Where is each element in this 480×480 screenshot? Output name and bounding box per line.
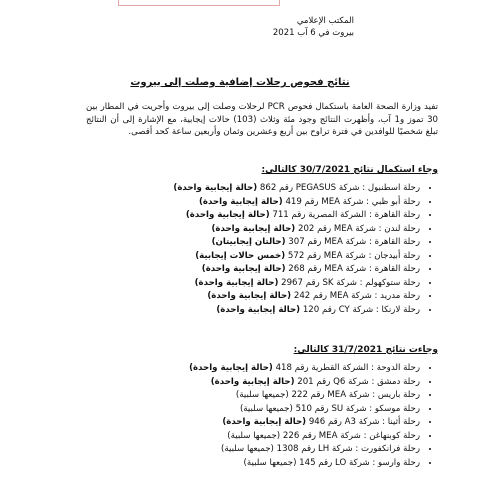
flight-item	[173, 290, 420, 304]
flight-item	[189, 376, 420, 390]
test-result: (حالة إيجابية واحدة)	[207, 291, 292, 301]
test-result: (حالة إيجابية واحدة)	[173, 183, 258, 193]
flight-description: رحلة باريس : شركة MEA رقم 222	[288, 390, 420, 400]
section2-list	[189, 362, 434, 470]
test-result: (جميعها سلبية)	[221, 444, 274, 454]
header-meta	[273, 15, 354, 39]
test-result: (حالة إيجابية واحدة)	[185, 210, 270, 220]
flight-item	[173, 236, 420, 250]
release-date: بيروت في 6 آب 2021	[272, 28, 354, 38]
test-result: (جميعها سلبية)	[239, 403, 293, 414]
flight-description: رحلة ستوكهولم : شركة SK رقم 2967	[278, 277, 420, 288]
test-result: (خمس حالات إيجابية)	[195, 250, 286, 261]
flight-item	[173, 223, 420, 237]
test-result: (حالة إيجابية واحدة)	[198, 196, 283, 207]
test-result: (جميعها سلبية)	[235, 390, 289, 400]
test-result: (حالة إيجابية واحدة)	[194, 277, 279, 288]
test-result: (حالة إيجابية واحدة)	[216, 304, 301, 315]
flight-description: رحلة مدريد : شركة MEA رقم 242	[291, 291, 420, 301]
flight-description: رحلة كوبنهاغن : شركة MEA رقم 226	[280, 430, 420, 441]
header-stamp-box	[118, 0, 280, 6]
flight-description: رحلة القاهرة : شركة MEA رقم 307	[285, 237, 420, 247]
test-result: (حالة إيجابية واحدة)	[189, 363, 273, 373]
flight-item	[173, 182, 420, 196]
flight-item	[189, 430, 420, 444]
section2-heading: وجاءت نتائج 31/7/2021 كالتالي:	[293, 345, 438, 355]
flight-description: رحلة دمشق : شركة Q6 رقم 201	[294, 376, 420, 387]
test-result: (جميعها سلبية)	[227, 430, 281, 441]
flight-item	[173, 277, 420, 291]
flight-item	[189, 389, 420, 403]
flight-item	[173, 250, 420, 264]
flight-description: رحلة وارسو : شركة LO رقم 145	[296, 457, 420, 468]
flight-description: رحلة اسطنبول : شركة PEGASUS رقم 862	[257, 183, 420, 193]
flight-description: رحلة فرانكفورت : شركة LH رقم 1308	[273, 444, 420, 454]
test-result: (حالة إيجابية واحدة)	[222, 417, 307, 427]
flight-item	[173, 209, 420, 223]
flight-description: رحلة لارنكا : شركة CY رقم 120	[300, 304, 420, 315]
flight-item	[173, 263, 420, 277]
flight-description: رحلة أبو ظبي : شركة MEA رقم 419	[282, 196, 420, 207]
flight-item	[189, 416, 420, 430]
flight-item	[189, 457, 420, 471]
flight-description: رحلة أبيدجان : شركة MEA رقم 572	[285, 250, 420, 261]
flight-description: رحلة القاهرة : شركة MEA رقم 268	[285, 264, 420, 274]
flight-description: رحلة أثينا : شركة A3 رقم 946	[306, 417, 420, 427]
section1-heading: وجاء استكمال نتائج 30/7/2021 كالتالي:	[261, 165, 438, 175]
intro-paragraph: تفيد وزارة الصحة العامة باستكمال فحوص PCR لرحلات وصلت إلى بيروت وأجريت في المطار بين 30 تموز و1 آب، وأظهرت النتائج وجود مئة وثلاث (103) حالات إيجابية، مع الإشارة إلى أن النتائج تبلغ شخصيًا للوافدين في فترة تراوح بين أربع وعشرين وثمان وأربعين ساعة كحد أقصى.	[86, 102, 438, 138]
document-title: نتائج فحوص رحلات إضافية وصلت إلى بيروت	[130, 77, 350, 88]
test-result: (حالتان إيجابيتان)	[211, 237, 286, 247]
flight-item	[189, 362, 420, 376]
flight-description: رحلة القاهرة : الشركة المصرية رقم 711	[269, 210, 420, 220]
flight-description: رحلة لندن : شركة MEA رقم 202	[295, 223, 420, 234]
test-result: (حالة إيجابية واحدة)	[210, 376, 295, 387]
flight-description: رحلة الدوحة : الشركة القطرية رقم 418	[272, 363, 420, 373]
flight-description: رحلة موسكو : شركة SU رقم 510	[292, 403, 420, 414]
test-result: (حالة إيجابية واحدة)	[201, 264, 286, 274]
test-result: (حالة إيجابية واحدة)	[211, 223, 296, 234]
section1-list	[173, 182, 434, 317]
flight-item	[173, 304, 420, 318]
flight-item	[189, 403, 420, 417]
flight-item	[189, 443, 420, 457]
test-result: (جميعها سلبية)	[243, 457, 297, 468]
flight-item	[173, 196, 420, 210]
office-name: المكتب الإعلامي	[296, 16, 354, 26]
